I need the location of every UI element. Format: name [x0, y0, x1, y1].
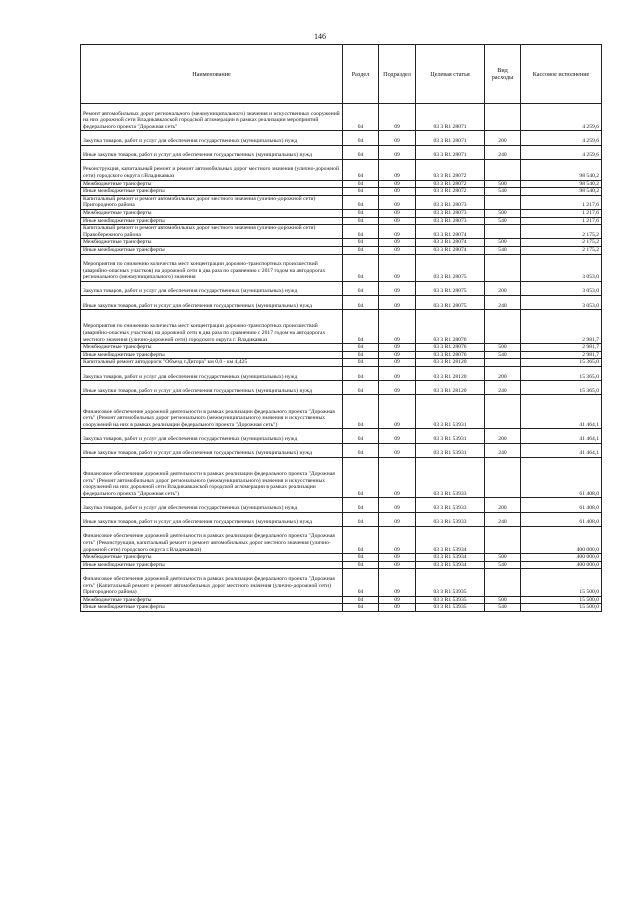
row-name: Иные межбюджетные трансферты [81, 188, 343, 196]
row-subsection: 09 [379, 195, 416, 209]
row-subsection: 09 [379, 367, 416, 381]
row-expense-type: 240 [485, 296, 521, 310]
row-subsection: 09 [379, 443, 416, 457]
row-target-article: 03 3 R1 28073 [416, 217, 485, 225]
row-amount: 2 981,7 [521, 351, 602, 359]
row-subsection: 09 [379, 512, 416, 526]
row-subsection: 09 [379, 310, 416, 344]
row-section: 04 [343, 443, 379, 457]
table-row [81, 351, 602, 359]
row-target-article: 03 3 R1 28074 [416, 246, 485, 254]
table-row [81, 180, 602, 188]
row-target-article: 03 3 R1 28071 [416, 104, 485, 131]
row-section: 04 [343, 359, 379, 367]
table-row [81, 443, 602, 457]
row-expense-type [485, 526, 521, 553]
row-name: Межбюджетные трансферты [81, 180, 343, 188]
table-row [81, 554, 602, 562]
row-name: Иные межбюджетные трансферты [81, 561, 343, 569]
row-subsection: 09 [379, 351, 416, 359]
row-section: 04 [343, 344, 379, 352]
table-row [81, 159, 602, 180]
row-section: 04 [343, 195, 379, 209]
row-name: Иные межбюджетные трансферты [81, 246, 343, 254]
row-expense-type: 240 [485, 145, 521, 159]
row-name: Мероприятия по снижению количества мест концентрации дорожно-транспортных происшествий (аварийно-опасных участков) на дорожной сети в два раза по сравнению с 2017 годом на автодорогах регионального (межмуниципального) значения [81, 254, 343, 281]
row-target-article: 03 3 R1 28072 [416, 159, 485, 180]
row-subsection: 09 [379, 604, 416, 612]
row-expense-type: 540 [485, 217, 521, 225]
row-subsection: 09 [379, 457, 416, 498]
table-row [81, 281, 602, 295]
budget-table [80, 44, 602, 612]
row-expense-type: 240 [485, 381, 521, 395]
table-row [81, 604, 602, 612]
row-subsection: 09 [379, 526, 416, 553]
row-amount: 3 053,0 [521, 296, 602, 310]
row-subsection: 09 [379, 104, 416, 131]
row-name: Мероприятия по снижению количества мест концентрации дорожно-транспортных происшествий (аварийно-опасных участков) на дорожной сети в два раза по сравнению с 2017 годом на автодорогах местного значения (улично-дорожной сети) городского округа г. Владикавказ [81, 310, 343, 344]
row-target-article: 03 3 R1 28120 [416, 381, 485, 395]
row-target-article: 03 3 R1 53931 [416, 429, 485, 443]
row-amount: 15 500,0 [521, 596, 602, 604]
row-name: Закупка товаров, работ и услуг для обеспечения государственных (муниципальных) нужд [81, 367, 343, 381]
row-section: 04 [343, 561, 379, 569]
row-target-article: 03 3 R1 28072 [416, 180, 485, 188]
row-subsection: 09 [379, 359, 416, 367]
row-name: Иные закупки товаров, работ и услуг для обеспечения государственных (муниципальных) нужд [81, 381, 343, 395]
row-section: 04 [343, 429, 379, 443]
row-amount: 400 000,0 [521, 561, 602, 569]
table-row [81, 367, 602, 381]
row-target-article: 03 3 R1 28076 [416, 344, 485, 352]
row-section: 04 [343, 554, 379, 562]
row-name: Закупка товаров, работ и услуг для обеспечения государственных (муниципальных) нужд [81, 131, 343, 145]
row-target-article: 03 3 R1 53933 [416, 498, 485, 512]
row-expense-type: 500 [485, 180, 521, 188]
table-row [81, 561, 602, 569]
row-subsection: 09 [379, 281, 416, 295]
row-target-article: 03 3 R1 28073 [416, 195, 485, 209]
row-name: Капитальный ремонт и ремонт автомобильных дорог местного значения (улично-дорожной сети) Правобережного района [81, 225, 343, 239]
row-name: Иные закупки товаров, работ и услуг для обеспечения государственных (муниципальных) нужд [81, 512, 343, 526]
row-name: Закупка товаров, работ и услуг для обеспечения государственных (муниципальных) нужд [81, 281, 343, 295]
row-subsection: 09 [379, 254, 416, 281]
row-amount: 61 408,0 [521, 457, 602, 498]
row-target-article: 03 3 R1 28120 [416, 367, 485, 381]
row-name: Финансовое обеспечение дорожной деятельности в рамках реализации федерального проекта "Дорожная сеть" (Реконструкция, капитальный ремонт и ремонт автомобильных дорог местного значения (улично-дорожной сети) городского округа г.Владикавказ) [81, 526, 343, 553]
page-number: 146 [314, 32, 326, 41]
row-section: 04 [343, 569, 379, 596]
row-expense-type [485, 225, 521, 239]
row-target-article: 03 3 R1 53934 [416, 561, 485, 569]
row-amount: 15 500,0 [521, 604, 602, 612]
row-target-article: 03 3 R1 53934 [416, 554, 485, 562]
row-amount: 2 175,2 [521, 225, 602, 239]
row-name: Иные закупки товаров, работ и услуг для обеспечения государственных (муниципальных) нужд [81, 145, 343, 159]
row-target-article: 03 3 R1 28076 [416, 351, 485, 359]
row-name: Иные закупки товаров, работ и услуг для обеспечения государственных (муниципальных) нужд [81, 443, 343, 457]
row-section: 04 [343, 596, 379, 604]
row-name: Закупка товаров, работ и услуг для обеспечения государственных (муниципальных) нужд [81, 429, 343, 443]
row-amount: 98 540,2 [521, 180, 602, 188]
header-target-article: Целевая статья [416, 45, 485, 104]
row-section: 04 [343, 254, 379, 281]
row-amount: 1 217,6 [521, 217, 602, 225]
row-section: 04 [343, 180, 379, 188]
row-section: 04 [343, 310, 379, 344]
row-expense-type [485, 359, 521, 367]
row-subsection: 09 [379, 209, 416, 217]
row-section: 04 [343, 457, 379, 498]
table-row [81, 209, 602, 217]
row-name: Иные закупки товаров, работ и услуг для обеспечения государственных (муниципальных) нужд [81, 296, 343, 310]
row-amount: 41 464,1 [521, 429, 602, 443]
row-expense-type: 500 [485, 239, 521, 247]
row-amount: 61 408,0 [521, 498, 602, 512]
row-amount: 2 981,7 [521, 310, 602, 344]
table-row [81, 310, 602, 344]
row-subsection: 09 [379, 145, 416, 159]
table-row [81, 381, 602, 395]
row-expense-type [485, 395, 521, 429]
row-target-article: 03 3 R1 28071 [416, 145, 485, 159]
row-subsection: 09 [379, 498, 416, 512]
row-name: Межбюджетные трансферты [81, 239, 343, 247]
row-target-article: 03 3 R1 28071 [416, 131, 485, 145]
table-row [81, 104, 602, 131]
row-target-article: 03 3 R1 53933 [416, 457, 485, 498]
row-target-article: 03 3 R1 53933 [416, 512, 485, 526]
row-amount: 2 981,7 [521, 344, 602, 352]
row-section: 04 [343, 395, 379, 429]
row-section: 04 [343, 281, 379, 295]
row-name: Финансовое обеспечение дорожной деятельности в рамках реализации федерального проекта "Дорожная сеть" (Капитальный ремонт и ремонт автомобильных дорог местного значения (улично-дорожной сети) Пригородного района) [81, 569, 343, 596]
table-row [81, 225, 602, 239]
row-amount: 41 464,1 [521, 395, 602, 429]
row-section: 04 [343, 104, 379, 131]
row-expense-type: 200 [485, 281, 521, 295]
table-row [81, 569, 602, 596]
row-name: Иные межбюджетные трансферты [81, 604, 343, 612]
row-subsection: 09 [379, 561, 416, 569]
header-expense-type: Вид расходы [485, 45, 521, 104]
header-name: Наименование [81, 45, 343, 104]
row-section: 04 [343, 526, 379, 553]
row-subsection: 09 [379, 246, 416, 254]
row-expense-type [485, 104, 521, 131]
row-target-article: 03 3 R1 28073 [416, 209, 485, 217]
row-expense-type: 540 [485, 351, 521, 359]
row-subsection: 09 [379, 554, 416, 562]
row-amount: 41 464,1 [521, 443, 602, 457]
row-amount: 1 217,6 [521, 209, 602, 217]
row-section: 04 [343, 131, 379, 145]
row-subsection: 09 [379, 395, 416, 429]
row-target-article: 03 3 R1 53934 [416, 526, 485, 553]
row-expense-type: 540 [485, 561, 521, 569]
row-section: 04 [343, 367, 379, 381]
row-expense-type: 240 [485, 512, 521, 526]
row-subsection: 09 [379, 159, 416, 180]
row-subsection: 09 [379, 188, 416, 196]
row-section: 04 [343, 159, 379, 180]
table-row [81, 359, 602, 367]
row-section: 04 [343, 381, 379, 395]
row-subsection: 09 [379, 217, 416, 225]
table-row [81, 239, 602, 247]
table-row [81, 498, 602, 512]
row-amount: 15 365,0 [521, 381, 602, 395]
row-expense-type: 540 [485, 604, 521, 612]
row-amount: 98 540,2 [521, 159, 602, 180]
row-section: 04 [343, 217, 379, 225]
row-name: Закупка товаров, работ и услуг для обеспечения государственных (муниципальных) нужд [81, 498, 343, 512]
row-section: 04 [343, 246, 379, 254]
row-expense-type [485, 254, 521, 281]
table-row [81, 145, 602, 159]
row-amount: 15 365,0 [521, 359, 602, 367]
row-expense-type [485, 310, 521, 344]
row-expense-type: 240 [485, 443, 521, 457]
table-row [81, 526, 602, 553]
row-name: Ремонт автомобильных дорог регионального (межмуниципального) значения и искусственных сооружений на них дорожной сети Владикавказской городской агломерации в рамках реализации мероприятий федерального проекта "Дорожная сеть" [81, 104, 343, 131]
row-name: Капитальный ремонт автодороги "Объезд г.Дигора" км 0,0 - км 4,425 [81, 359, 343, 367]
row-amount: 3 053,0 [521, 281, 602, 295]
table-body [81, 104, 602, 612]
table-row [81, 429, 602, 443]
row-expense-type [485, 195, 521, 209]
row-expense-type [485, 159, 521, 180]
row-name: Межбюджетные трансферты [81, 554, 343, 562]
row-subsection: 09 [379, 131, 416, 145]
row-subsection: 09 [379, 296, 416, 310]
header-section: Раздел [343, 45, 379, 104]
table-row [81, 131, 602, 145]
row-subsection: 09 [379, 569, 416, 596]
row-amount: 400 000,0 [521, 526, 602, 553]
row-section: 04 [343, 604, 379, 612]
row-amount: 4 259,6 [521, 131, 602, 145]
row-amount: 61 408,0 [521, 512, 602, 526]
row-section: 04 [343, 225, 379, 239]
row-target-article: 03 3 R1 53931 [416, 443, 485, 457]
header-subsection: Подраздел [379, 45, 416, 104]
row-name: Финансовое обеспечение дорожной деятельности в рамках реализации федерального проекта "Дорожная сеть" (Ремонт автомобильных дорог регионального (межмуниципального) значения и искусственных сооружений на них дорожной сети Владикавказской городской агломерации в рамках реализации федерального проекта "Дорожная сеть") [81, 457, 343, 498]
row-amount: 4 259,6 [521, 145, 602, 159]
row-expense-type: 500 [485, 596, 521, 604]
row-target-article: 03 3 R1 28075 [416, 254, 485, 281]
table-header [81, 45, 602, 104]
table-row [81, 188, 602, 196]
row-amount: 400 000,0 [521, 554, 602, 562]
table-row [81, 246, 602, 254]
row-expense-type: 540 [485, 246, 521, 254]
row-target-article: 03 3 R1 53935 [416, 596, 485, 604]
row-amount: 15 365,0 [521, 367, 602, 381]
row-expense-type [485, 569, 521, 596]
row-expense-type: 500 [485, 209, 521, 217]
row-amount: 4 259,6 [521, 104, 602, 131]
table-row [81, 296, 602, 310]
row-target-article: 03 3 R1 28120 [416, 359, 485, 367]
row-expense-type: 540 [485, 188, 521, 196]
row-section: 04 [343, 209, 379, 217]
table-row [81, 395, 602, 429]
row-target-article: 03 3 R1 53931 [416, 395, 485, 429]
row-name: Межбюджетные трансферты [81, 596, 343, 604]
row-amount: 3 053,0 [521, 254, 602, 281]
table-row [81, 457, 602, 498]
row-name: Межбюджетные трансферты [81, 344, 343, 352]
row-target-article: 03 3 R1 28075 [416, 281, 485, 295]
row-expense-type: 500 [485, 344, 521, 352]
row-target-article: 03 3 R1 28075 [416, 296, 485, 310]
row-expense-type: 500 [485, 554, 521, 562]
row-subsection: 09 [379, 429, 416, 443]
table-row [81, 254, 602, 281]
table-row [81, 344, 602, 352]
row-target-article: 03 3 R1 28074 [416, 225, 485, 239]
header-cash-execution: Кассовое исполнение [521, 45, 602, 104]
row-expense-type [485, 457, 521, 498]
table-row [81, 195, 602, 209]
row-subsection: 09 [379, 344, 416, 352]
row-amount: 2 175,2 [521, 239, 602, 247]
row-section: 04 [343, 145, 379, 159]
row-name: Капитальный ремонт и ремонт автомобильных дорог местного значения (улично-дорожной сети) Пригородного района [81, 195, 343, 209]
row-target-article: 03 3 R1 28072 [416, 188, 485, 196]
row-amount: 2 175,2 [521, 246, 602, 254]
row-section: 04 [343, 498, 379, 512]
row-name: Межбюджетные трансферты [81, 209, 343, 217]
row-subsection: 09 [379, 180, 416, 188]
row-section: 04 [343, 296, 379, 310]
row-subsection: 09 [379, 225, 416, 239]
row-name: Финансовое обеспечение дорожной деятельности в рамках реализации федерального проекта "Дорожная сеть" (Ремонт автомобильных дорог регионального (межмуниципального) значения и искусственных сооружений на них в рамках реализации федерального проекта "Дорожная сеть") [81, 395, 343, 429]
row-section: 04 [343, 351, 379, 359]
row-target-article: 03 3 R1 28074 [416, 239, 485, 247]
row-section: 04 [343, 188, 379, 196]
row-subsection: 09 [379, 239, 416, 247]
row-expense-type: 200 [485, 367, 521, 381]
row-name: Реконструкция, капитальный ремонт и ремонт автомобильных дорог местного значения (улично-дорожной сети) городского округа г.Владикавказ [81, 159, 343, 180]
row-target-article: 03 3 R1 53935 [416, 604, 485, 612]
row-expense-type: 200 [485, 429, 521, 443]
table-row [81, 512, 602, 526]
table-row [81, 596, 602, 604]
table-row [81, 217, 602, 225]
row-section: 04 [343, 239, 379, 247]
row-amount: 15 500,0 [521, 569, 602, 596]
row-amount: 1 217,6 [521, 195, 602, 209]
row-name: Иные межбюджетные трансферты [81, 217, 343, 225]
row-target-article: 03 3 R1 53935 [416, 569, 485, 596]
row-subsection: 09 [379, 596, 416, 604]
row-name: Иные межбюджетные трансферты [81, 351, 343, 359]
row-section: 04 [343, 512, 379, 526]
row-amount: 98 540,2 [521, 188, 602, 196]
row-expense-type: 200 [485, 498, 521, 512]
row-expense-type: 200 [485, 131, 521, 145]
row-target-article: 03 3 R1 28076 [416, 310, 485, 344]
row-subsection: 09 [379, 381, 416, 395]
